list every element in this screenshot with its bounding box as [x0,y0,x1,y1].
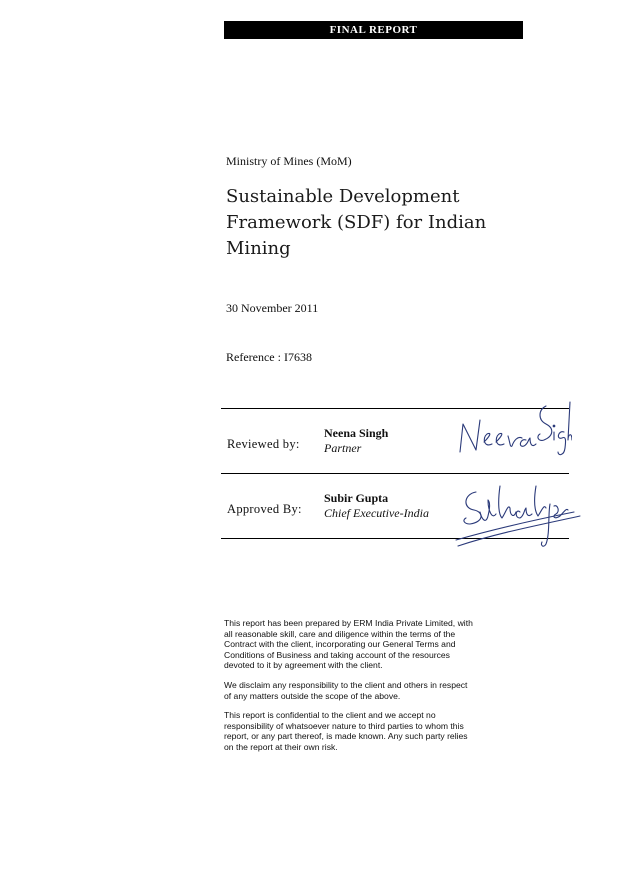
reviewer-signature [454,396,572,462]
reviewer-role: Partner [324,441,362,455]
report-title: Sustainable Development Framework (SDF) for Indian Mining [226,186,487,259]
approver-name: Subir Gupta [324,491,389,505]
disclaimer-paragraph: This report is confidential to the client and we accept no responsibility of whatsoever nature to third parties to whom this report, or any part thereof, is made known. Any such party relies on the report at their own risk. [224,710,468,752]
approver-signature [454,474,582,552]
approver-role: Chief Executive-India [324,506,429,520]
disclaimer-paragraph: This report has been prepared by ERM India Private Limited, with all reasonable skill, care and diligence within the terms of the Contract with the client, incorporating our General Terms and Conditions of Business and taking account of the resources devoted to it by agreement with the client. [224,618,473,671]
disclaimer-block [224,618,474,762]
approved-by-label: Approved By: [227,502,302,516]
final-report-banner: FINAL REPORT [224,21,523,39]
client-name: Ministry of Mines (MoM) [226,154,352,168]
disclaimer-paragraph: We disclaim any responsibility to the client and others in respect of any matters outside the scope of the above. [224,679,468,701]
reviewed-by-label: Reviewed by: [227,437,300,451]
report-date: 30 November 2011 [226,301,319,315]
report-reference: Reference : I7638 [226,350,312,364]
reviewer-name: Neena Singh [324,426,389,440]
